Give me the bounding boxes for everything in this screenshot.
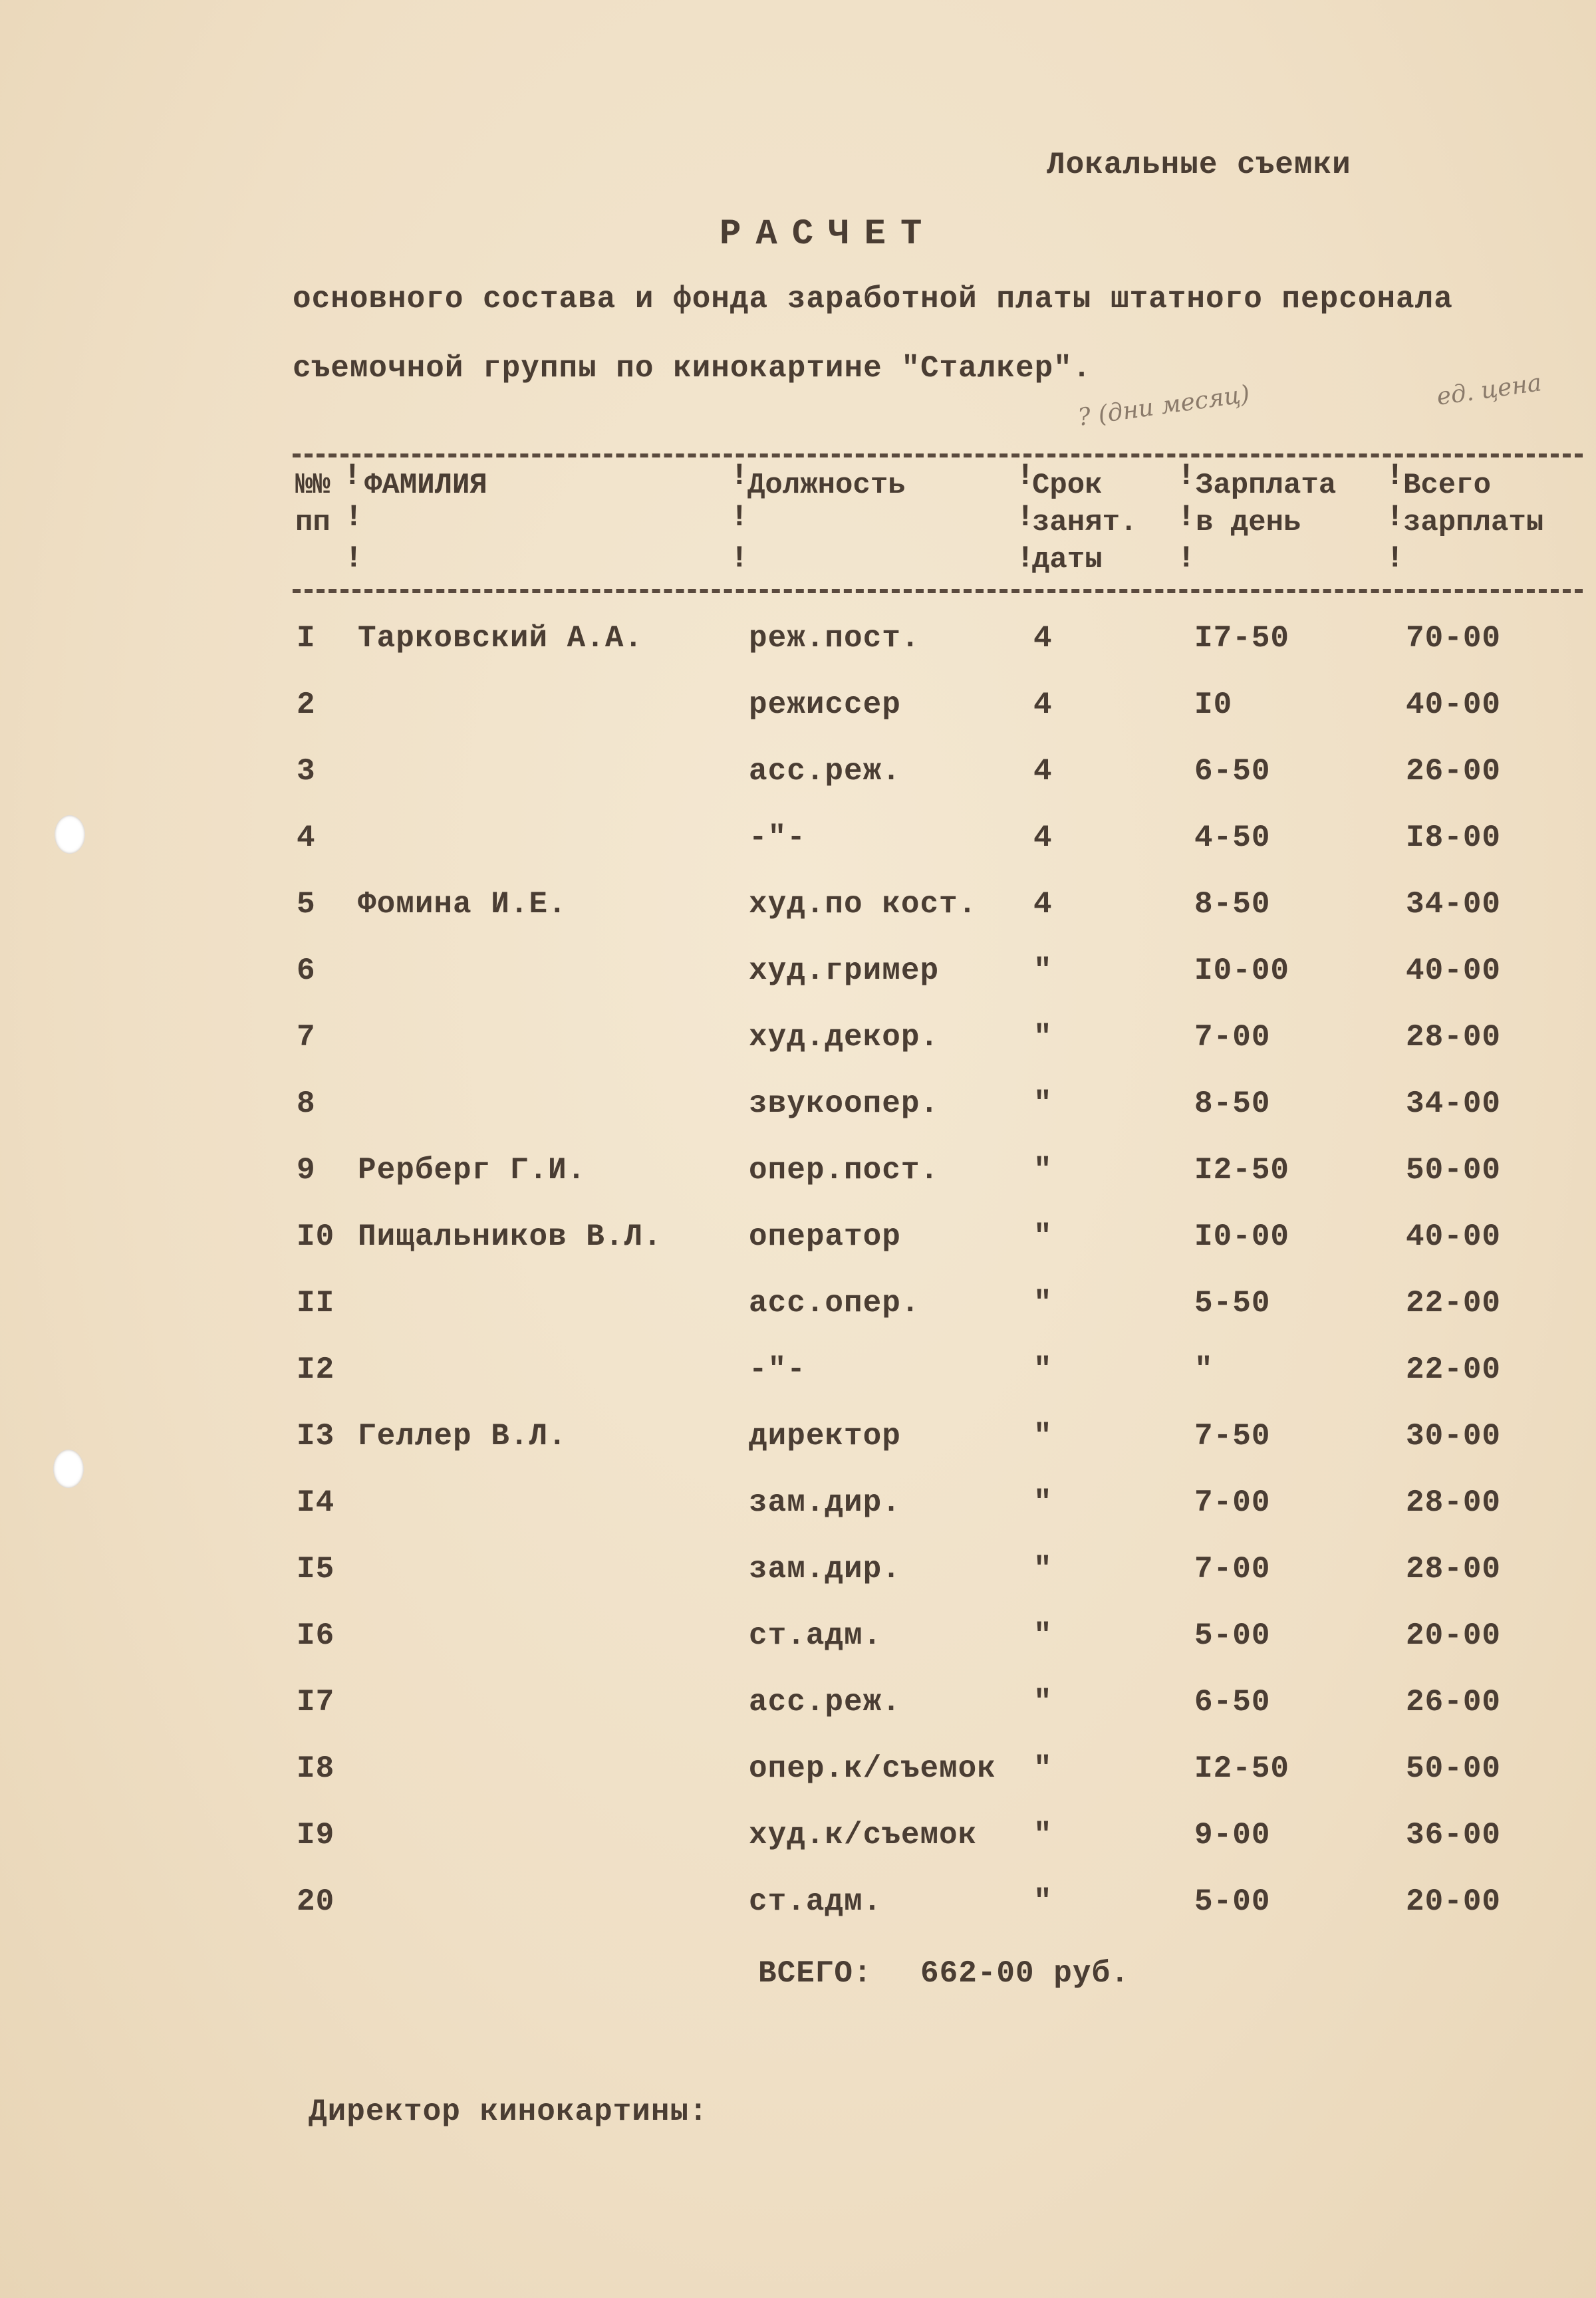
row-position: зам.дир. bbox=[749, 1552, 901, 1587]
column-separator: ! bbox=[730, 500, 749, 535]
row-total: 40-00 bbox=[1406, 954, 1502, 988]
row-number: 9 bbox=[297, 1153, 316, 1188]
row-name: Пищальников В.Л. bbox=[358, 1219, 662, 1254]
column-separator: ! bbox=[1016, 459, 1035, 493]
row-number: 3 bbox=[297, 754, 316, 789]
table-row bbox=[0, 821, 1596, 887]
header-rate: Зарплата в день bbox=[1196, 469, 1337, 539]
table-row bbox=[0, 1352, 1596, 1419]
row-total: 50-00 bbox=[1406, 1153, 1502, 1188]
row-number: I2 bbox=[297, 1352, 335, 1387]
row-rate: I2-50 bbox=[1194, 1153, 1290, 1188]
column-separator: ! bbox=[1177, 459, 1196, 493]
row-number: 7 bbox=[297, 1020, 316, 1055]
table-row bbox=[0, 1219, 1596, 1286]
row-rate: 7-00 bbox=[1194, 1485, 1271, 1520]
table-row bbox=[0, 1884, 1596, 1951]
row-rate: 7-50 bbox=[1194, 1419, 1271, 1454]
table-row bbox=[0, 754, 1596, 821]
table-header-rule bbox=[293, 589, 1583, 593]
row-position: асс.реж. bbox=[749, 1685, 901, 1720]
row-total: 40-00 bbox=[1406, 688, 1502, 722]
row-days: " bbox=[1033, 1286, 1053, 1321]
column-separator: ! bbox=[1386, 459, 1404, 493]
row-days: " bbox=[1033, 1352, 1053, 1387]
row-number: 5 bbox=[297, 887, 316, 922]
row-position: опер.пост. bbox=[749, 1153, 940, 1188]
row-position: -"- bbox=[749, 1352, 806, 1387]
column-separator: ! bbox=[344, 541, 363, 576]
row-number: 2 bbox=[297, 688, 316, 722]
total-value: 662-00 руб. bbox=[920, 1956, 1130, 1991]
total-label: ВСЕГО: bbox=[758, 1956, 872, 1991]
row-rate: 4-50 bbox=[1194, 821, 1271, 855]
column-separator: ! bbox=[1016, 541, 1035, 576]
handwritten-note-left: ? (дни месяц) bbox=[1076, 380, 1252, 432]
row-total: 22-00 bbox=[1406, 1286, 1502, 1321]
document-title: РАСЧЕТ bbox=[720, 214, 937, 255]
column-separator: ! bbox=[343, 459, 362, 493]
row-number: 6 bbox=[297, 954, 316, 988]
row-number: I9 bbox=[297, 1818, 335, 1852]
column-separator: ! bbox=[1177, 541, 1196, 576]
row-number: I4 bbox=[297, 1485, 335, 1520]
row-days: " bbox=[1033, 1818, 1053, 1852]
row-days: " bbox=[1033, 1685, 1053, 1720]
row-name: Геллер В.Л. bbox=[358, 1419, 567, 1454]
column-separator: ! bbox=[344, 500, 363, 535]
row-position: звукоопер. bbox=[749, 1086, 940, 1121]
director-signature-line: Директор кинокартины: bbox=[309, 2095, 708, 2129]
row-total: I8-00 bbox=[1406, 821, 1502, 855]
table-row bbox=[0, 1286, 1596, 1352]
row-position: опер.к/съемок bbox=[749, 1751, 996, 1786]
row-rate: 5-00 bbox=[1194, 1618, 1271, 1653]
row-total: 20-00 bbox=[1406, 1884, 1502, 1919]
handwritten-note-right: ед. цена bbox=[1434, 369, 1543, 411]
row-total: 40-00 bbox=[1406, 1219, 1502, 1254]
column-separator: ! bbox=[730, 541, 749, 576]
row-number: 4 bbox=[297, 821, 316, 855]
row-total: 26-00 bbox=[1406, 1685, 1502, 1720]
row-days: " bbox=[1033, 1086, 1053, 1121]
row-position: худ.по кост. bbox=[749, 887, 978, 922]
row-rate: 5-50 bbox=[1194, 1286, 1271, 1321]
row-total: 34-00 bbox=[1406, 1086, 1502, 1121]
row-number: I8 bbox=[297, 1751, 335, 1786]
table-row bbox=[0, 1485, 1596, 1552]
table-row bbox=[0, 887, 1596, 954]
row-days: 4 bbox=[1033, 887, 1053, 922]
row-days: " bbox=[1033, 1751, 1053, 1786]
row-position: зам.дир. bbox=[749, 1485, 901, 1520]
row-number: I0 bbox=[297, 1219, 335, 1254]
row-rate: 8-50 bbox=[1194, 887, 1271, 922]
header-name: ФАМИЛИЯ bbox=[364, 469, 487, 502]
row-days: " bbox=[1033, 1618, 1053, 1653]
table-row bbox=[0, 1086, 1596, 1153]
row-total: 22-00 bbox=[1406, 1352, 1502, 1387]
row-number: I bbox=[297, 621, 316, 656]
row-rate: 9-00 bbox=[1194, 1818, 1271, 1852]
row-total: 34-00 bbox=[1406, 887, 1502, 922]
row-position: ст.адм. bbox=[749, 1884, 882, 1919]
row-position: -"- bbox=[749, 821, 806, 855]
row-rate: 5-00 bbox=[1194, 1884, 1271, 1919]
row-days: " bbox=[1033, 1552, 1053, 1587]
row-total: 36-00 bbox=[1406, 1818, 1502, 1852]
row-number: I7 bbox=[297, 1685, 335, 1720]
row-rate: I2-50 bbox=[1194, 1751, 1290, 1786]
row-name: Фомина И.Е. bbox=[358, 887, 567, 922]
row-total: 28-00 bbox=[1406, 1020, 1502, 1055]
row-rate: I0-00 bbox=[1194, 954, 1290, 988]
header-days: Срок занят. даты bbox=[1032, 469, 1138, 576]
table-row bbox=[0, 1685, 1596, 1751]
row-position: асс.реж. bbox=[749, 754, 901, 789]
row-total: 70-00 bbox=[1406, 621, 1502, 656]
row-days: 4 bbox=[1033, 754, 1053, 789]
row-rate: I0 bbox=[1194, 688, 1233, 722]
row-total: 50-00 bbox=[1406, 1751, 1502, 1786]
row-number: 20 bbox=[297, 1884, 335, 1919]
row-position: асс.опер. bbox=[749, 1286, 920, 1321]
table-row bbox=[0, 1153, 1596, 1219]
column-separator: ! bbox=[730, 459, 749, 493]
subtitle-line-1: основного состава и фонда заработной платы штатного персонала bbox=[293, 282, 1453, 317]
table-row bbox=[0, 1618, 1596, 1685]
table-top-rule bbox=[293, 453, 1583, 457]
row-number: I6 bbox=[297, 1618, 335, 1653]
header-num: №№ пп bbox=[295, 469, 331, 539]
table-row bbox=[0, 1751, 1596, 1818]
row-days: 4 bbox=[1033, 621, 1053, 656]
table-row bbox=[0, 688, 1596, 754]
row-rate: 6-50 bbox=[1194, 754, 1271, 789]
table-row bbox=[0, 1020, 1596, 1086]
row-days: " bbox=[1033, 1419, 1053, 1454]
column-separator: ! bbox=[1016, 500, 1035, 535]
table-row bbox=[0, 1419, 1596, 1485]
subtitle-line-2: съемочной группы по кинокартине "Сталкер". bbox=[293, 351, 1092, 386]
row-name: Рерберг Г.И. bbox=[358, 1153, 587, 1188]
row-total: 30-00 bbox=[1406, 1419, 1502, 1454]
row-rate: " bbox=[1194, 1352, 1214, 1387]
row-days: " bbox=[1033, 1153, 1053, 1188]
header-total: Всего зарплаты bbox=[1403, 469, 1544, 539]
row-days: 4 bbox=[1033, 688, 1053, 722]
row-rate: I7-50 bbox=[1194, 621, 1290, 656]
table-row bbox=[0, 1818, 1596, 1884]
row-position: худ.гример bbox=[749, 954, 940, 988]
row-total: 26-00 bbox=[1406, 754, 1502, 789]
row-days: " bbox=[1033, 1884, 1053, 1919]
row-number: I5 bbox=[297, 1552, 335, 1587]
row-position: режиссер bbox=[749, 688, 901, 722]
row-position: худ.декор. bbox=[749, 1020, 940, 1055]
row-position: оператор bbox=[749, 1219, 901, 1254]
column-separator: ! bbox=[1177, 500, 1196, 535]
row-name: Тарковский А.А. bbox=[358, 621, 644, 656]
row-total: 20-00 bbox=[1406, 1618, 1502, 1653]
row-total: 28-00 bbox=[1406, 1485, 1502, 1520]
row-number: 8 bbox=[297, 1086, 316, 1121]
row-rate: I0-00 bbox=[1194, 1219, 1290, 1254]
row-number: II bbox=[297, 1286, 335, 1321]
row-position: худ.к/съемок bbox=[749, 1818, 978, 1852]
row-days: " bbox=[1033, 1219, 1053, 1254]
header-position: Должность bbox=[747, 469, 906, 502]
table-row bbox=[0, 954, 1596, 1020]
column-separator: ! bbox=[1386, 541, 1404, 576]
row-number: I3 bbox=[297, 1419, 335, 1454]
row-rate: 8-50 bbox=[1194, 1086, 1271, 1121]
row-rate: 7-00 bbox=[1194, 1020, 1271, 1055]
row-days: " bbox=[1033, 1020, 1053, 1055]
row-total: 28-00 bbox=[1406, 1552, 1502, 1587]
row-days: 4 bbox=[1033, 821, 1053, 855]
row-rate: 7-00 bbox=[1194, 1552, 1271, 1587]
row-position: директор bbox=[749, 1419, 901, 1454]
row-rate: 6-50 bbox=[1194, 1685, 1271, 1720]
row-days: " bbox=[1033, 1485, 1053, 1520]
table-row bbox=[0, 621, 1596, 688]
top-right-label: Локальные съемки bbox=[1047, 148, 1351, 182]
row-position: реж.пост. bbox=[749, 621, 920, 656]
row-position: ст.адм. bbox=[749, 1618, 882, 1653]
row-days: " bbox=[1033, 954, 1053, 988]
column-separator: ! bbox=[1386, 500, 1404, 535]
table-row bbox=[0, 1552, 1596, 1618]
